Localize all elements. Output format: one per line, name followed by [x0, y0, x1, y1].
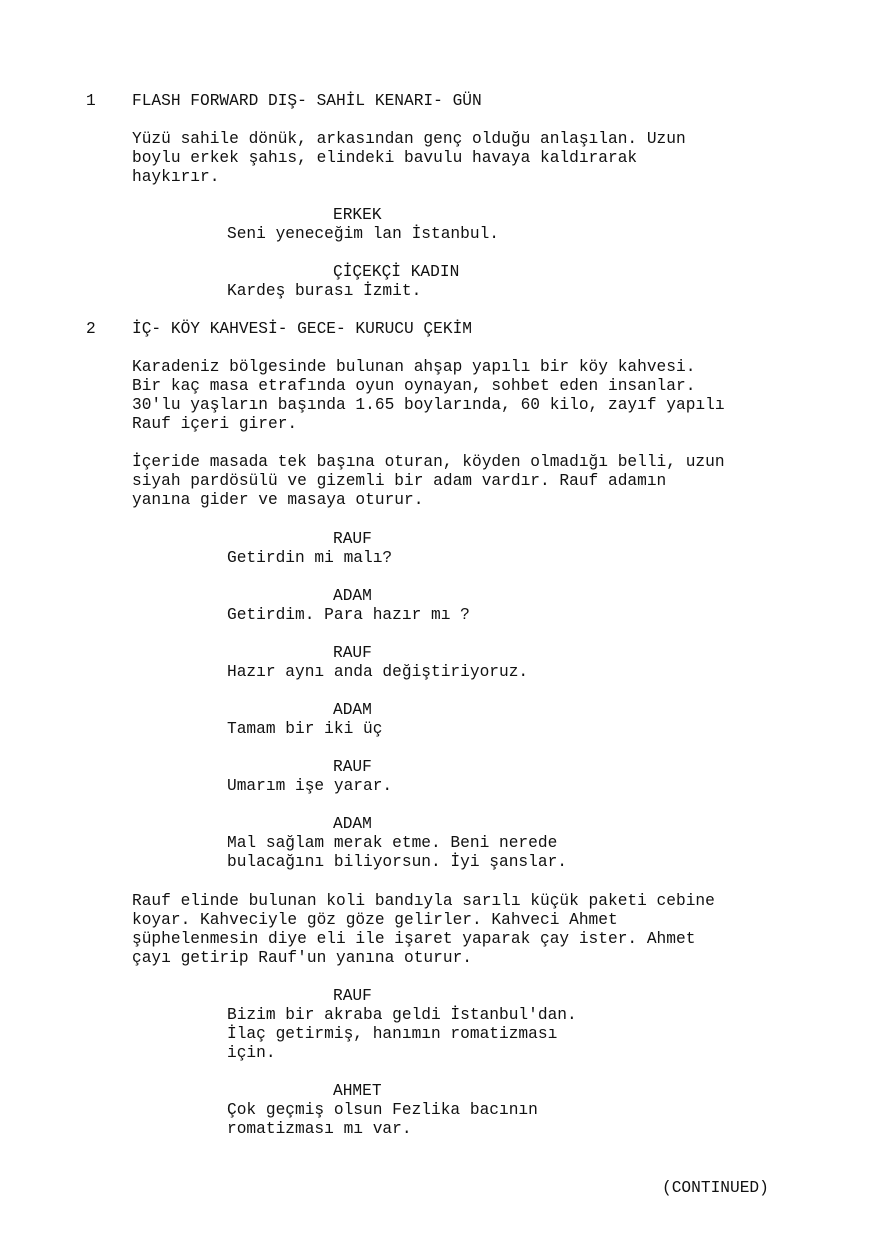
- scene-heading: FLASH FORWARD DIŞ- SAHİL KENARI- GÜN: [132, 92, 482, 110]
- dialogue-line: Mal sağlam merak etme. Beni nerede: [227, 834, 558, 852]
- action-line: İçeride masada tek başına oturan, köyden olmadığı belli, uzun: [132, 453, 725, 471]
- scene-number: 2: [86, 320, 96, 338]
- dialogue-line: İlaç getirmiş, hanımın romatizması: [227, 1025, 558, 1043]
- dialogue-line: romatizması mı var.: [227, 1120, 412, 1138]
- action-line: Yüzü sahile dönük, arkasından genç olduğu anlaşılan. Uzun: [132, 130, 686, 148]
- action-line: Bir kaç masa etrafında oyun oynayan, sohbet eden insanlar.: [132, 377, 696, 395]
- scene-number: 1: [86, 92, 96, 110]
- character-name: ADAM: [333, 815, 372, 833]
- action-line: çayı getirip Rauf'un yanına oturur.: [132, 949, 472, 967]
- character-name: RAUF: [333, 530, 372, 548]
- continued-marker: (CONTINUED): [662, 1179, 769, 1197]
- action-line: 30'lu yaşların başında 1.65 boylarında, 60 kilo, zayıf yapılı: [132, 396, 725, 414]
- character-name: RAUF: [333, 644, 372, 662]
- character-name: RAUF: [333, 987, 372, 1005]
- action-line: Rauf içeri girer.: [132, 415, 298, 433]
- dialogue-line: Umarım işe yarar.: [227, 777, 393, 795]
- character-name: AHMET: [333, 1082, 382, 1100]
- dialogue-line: Getirdim. Para hazır mı ?: [227, 606, 470, 624]
- action-line: haykırır.: [132, 168, 220, 186]
- action-line: şüphelenmesin diye eli ile işaret yaparak çay ister. Ahmet: [132, 930, 696, 948]
- action-line: siyah pardösülü ve gizemli bir adam vardır. Rauf adamın: [132, 472, 667, 490]
- action-line: koyar. Kahveciyle göz göze gelirler. Kahveci Ahmet: [132, 911, 618, 929]
- dialogue-line: Bizim bir akraba geldi İstanbul'dan.: [227, 1006, 577, 1024]
- action-line: Karadeniz bölgesinde bulunan ahşap yapılı bir köy kahvesi.: [132, 358, 696, 376]
- action-line: boylu erkek şahıs, elindeki bavulu havaya kaldırarak: [132, 149, 638, 167]
- dialogue-line: Tamam bir iki üç: [227, 720, 383, 738]
- character-name: RAUF: [333, 758, 372, 776]
- dialogue-line: için.: [227, 1044, 276, 1062]
- dialogue-line: Hazır aynı anda değiştiriyoruz.: [227, 663, 529, 681]
- character-name: ÇİÇEKÇİ KADIN: [333, 263, 460, 281]
- action-line: Rauf elinde bulunan koli bandıyla sarılı küçük paketi cebine: [132, 892, 715, 910]
- dialogue-line: Seni yeneceğim lan İstanbul.: [227, 225, 499, 243]
- character-name: ADAM: [333, 587, 372, 605]
- action-line: yanına gider ve masaya oturur.: [132, 491, 424, 509]
- character-name: ADAM: [333, 701, 372, 719]
- dialogue-line: Kardeş burası İzmit.: [227, 282, 422, 300]
- character-name: ERKEK: [333, 206, 382, 224]
- scene-heading: İÇ- KÖY KAHVESİ- GECE- KURUCU ÇEKİM: [132, 320, 472, 338]
- dialogue-line: Çok geçmiş olsun Fezlika bacının: [227, 1101, 538, 1119]
- dialogue-line: bulacağını biliyorsun. İyi şanslar.: [227, 853, 567, 871]
- dialogue-line: Getirdin mi malı?: [227, 549, 393, 567]
